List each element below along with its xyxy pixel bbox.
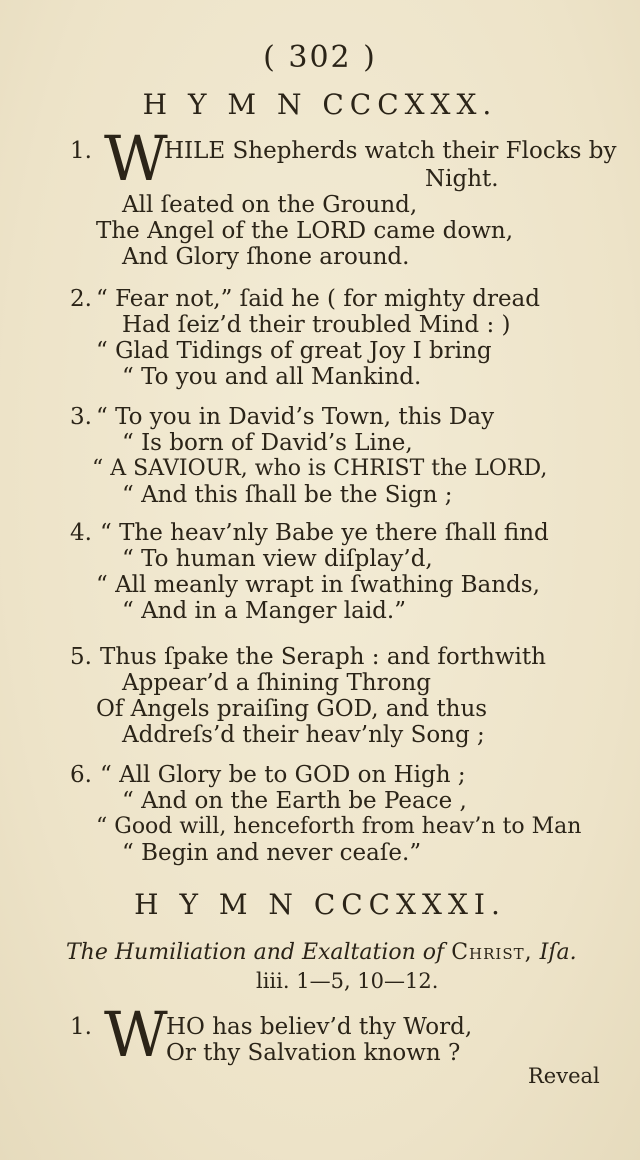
verse-line: Or thy Salvation known ? — [166, 1040, 461, 1066]
verse-line: Appear’d a ſhining Throng — [122, 670, 431, 696]
stanza-number-2: 2. — [70, 286, 92, 312]
verse-line: The Angel of the LORD came down, — [96, 218, 514, 244]
verse-line: Addreſs’d their heav’nly Song ; — [122, 722, 485, 748]
drop-cap: W — [104, 998, 168, 1071]
verse-line: “ All Glory be to GOD on High ; — [100, 762, 466, 788]
verse-line: Night. — [425, 166, 499, 192]
stanza-number-1: 1. — [70, 138, 92, 164]
verse-line: “ All meanly wrapt in ſwathing Bands, — [96, 572, 540, 598]
subtitle-isa: Iſa. — [539, 940, 577, 965]
verse-line: Of Angels praiſing GOD, and thus — [96, 696, 488, 722]
verse-line: Had ſeiz’d their troubled Mind : ) — [122, 312, 511, 338]
drop-cap: W — [104, 122, 168, 195]
verse-line: All ſeated on the Ground, — [122, 192, 418, 218]
subtitle-text: The Humiliation and Exaltation of — [66, 940, 445, 965]
verse-line: “ And on the Earth be Peace , — [122, 788, 467, 814]
scripture-reference: liii. 1—5, 10—12. — [256, 969, 439, 993]
verse-line: And Glory ſhone around. — [122, 244, 410, 270]
page-number: ( 302 ) — [263, 40, 377, 75]
verse-line: “ To human view diſplay’d, — [122, 546, 433, 572]
verse-line: “ Glad Tidings of great Joy I bring — [96, 338, 492, 364]
verse-line: “ The heav’nly Babe ye there ſhall find — [100, 520, 549, 546]
stanza-number-3: 3. — [70, 404, 92, 430]
verse-line: “ And in a Manger laid.” — [122, 598, 406, 624]
verse-line: “ Is born of David’s Line, — [122, 430, 413, 456]
hymn-subtitle — [66, 940, 577, 965]
subtitle-christ: Christ, — [451, 940, 533, 965]
verse-line: “ Fear not,” ſaid he ( for mighty dread — [96, 286, 540, 312]
hymn-title-331: H Y M N CCCXXXI. — [134, 888, 506, 921]
catchword: Reveal — [528, 1064, 600, 1088]
stanza-number-5: 5. — [70, 644, 92, 670]
verse-line: HILE Shepherds watch their Flocks by — [164, 138, 617, 164]
stanza-number-1b: 1. — [70, 1014, 92, 1040]
verse-line: “ A SAVIOUR, who is CHRIST the LORD, — [92, 456, 548, 481]
stanza-number-4: 4. — [70, 520, 92, 546]
verse-line: “ Good will, henceforth from heav’n to Man — [96, 814, 582, 839]
stanza-number-6: 6. — [70, 762, 92, 788]
verse-line: “ And this ſhall be the Sign ; — [122, 482, 453, 508]
verse-line: “ Begin and never ceaſe.” — [122, 840, 422, 866]
hymn-title-330: H Y M N CCCXXX. — [142, 88, 498, 121]
verse-line: Thus ſpake the Seraph : and forthwith — [100, 644, 546, 670]
verse-line: “ To you in David’s Town, this Day — [96, 404, 495, 430]
verse-line: “ To you and all Mankind. — [122, 364, 422, 390]
verse-line: HO has believ’d thy Word, — [166, 1014, 473, 1040]
